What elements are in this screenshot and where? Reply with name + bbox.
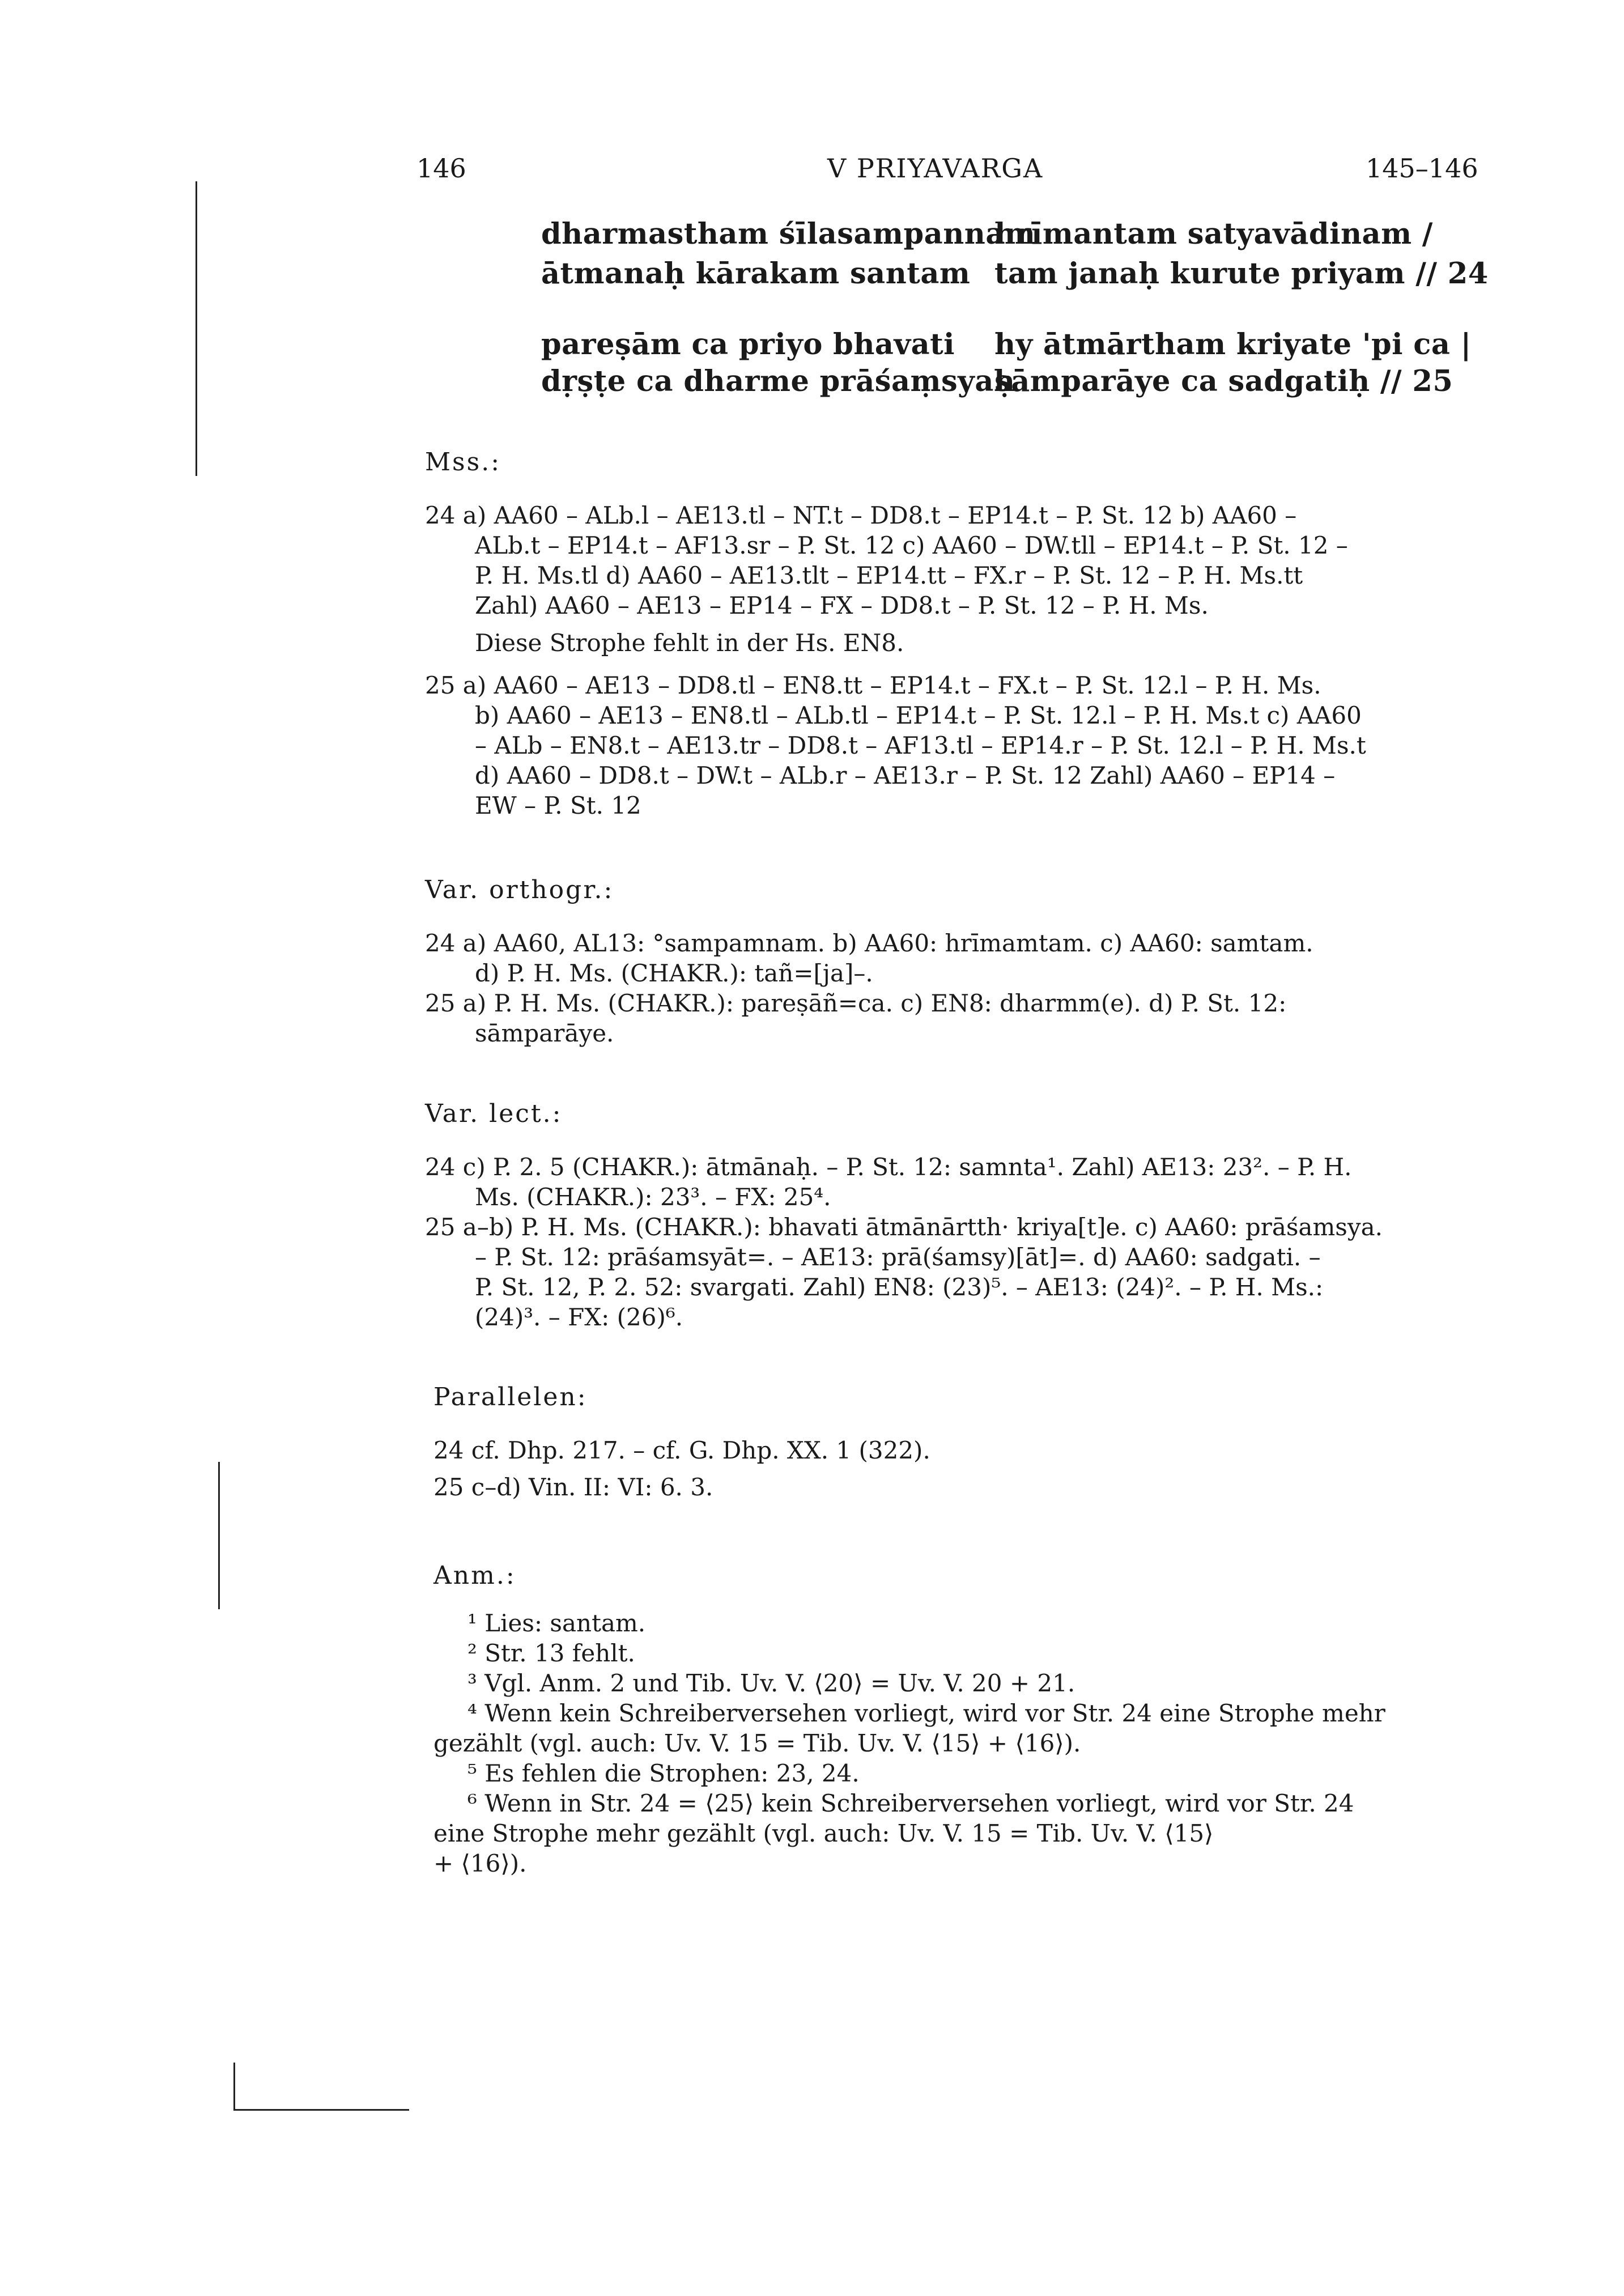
var-orthogr-line: d) P. H. Ms. (CHAKR.): tañ=[ja]–. [475,959,873,987]
corner-mark-vertical [233,2063,235,2111]
anm-line: + ⟨16⟩). [433,1849,527,1877]
section-heading-mss: Mss.: [425,448,501,477]
section-heading-var-lect: Var. lect.: [425,1099,563,1128]
mss-line: 24 a) AA60 – ALb.l – AE13.tl – NT.t – DD8.t – EP14.t – P. St. 12 b) AA60 – [425,501,1297,529]
running-title: V PRIYAVARGA [827,153,1044,184]
var-lect-line: – P. St. 12: prāśamsyāt=. – AE13: prā(śamsy)[āt]=. d) AA60: sadgati. – [475,1243,1321,1271]
section-heading-var-orthogr: Var. orthogr.: [425,875,614,904]
margin-rule-bottom [218,1462,220,1609]
corner-mark-horizontal [233,2109,409,2111]
mss-line: b) AA60 – AE13 – EN8.tl – ALb.tl – EP14.t – P. St. 12.l – P. H. Ms.t c) AA60 [475,701,1362,729]
anm-line: eine Strophe mehr gezählt (vgl. auch: Uv. V. 15 = Tib. Uv. V. ⟨15⟩ [433,1819,1214,1847]
anm-line: ² Str. 13 fehlt. [467,1639,635,1667]
mss-line: d) AA60 – DD8.t – DW.t – ALb.r – AE13.r – P. St. 12 Zahl) AA60 – EP14 – [475,762,1336,789]
section-heading-parallelen: Parallelen: [433,1383,588,1411]
anm-line: ³ Vgl. Anm. 2 und Tib. Uv. V. ⟨20⟩ = Uv. V. 20 + 21. [467,1669,1075,1697]
anm-line: ⁶ Wenn in Str. 24 = ⟨25⟩ kein Schreiberversehen vorliegt, wird vor Str. 24 [467,1789,1354,1817]
page-number: 146 [416,153,466,184]
section-heading-anm: Anm.: [433,1561,516,1590]
verse-25-line-b-right: sāmparāye ca sadgatiḥ // 25 [994,364,1453,398]
margin-rule-top [195,181,197,476]
parallelen-line: 24 cf. Dhp. 217. – cf. G. Dhp. XX. 1 (322). [433,1436,930,1464]
mss-line: 25 a) AA60 – AE13 – DD8.tl – EN8.tt – EP14.t – FX.t – P. St. 12.l – P. H. Ms. [425,671,1321,699]
anm-line: ⁴ Wenn kein Schreiberversehen vorliegt, wird vor Str. 24 eine Strophe mehr [467,1699,1385,1727]
var-orthogr-line: sāmparāye. [475,1019,614,1047]
mss-line: – ALb – EN8.t – AE13.tr – DD8.t – AF13.tl – EP14.r – P. St. 12.l – P. H. Ms.t [475,732,1366,759]
var-lect-line: 24 c) P. 2. 5 (CHAKR.): ātmānaḥ. – P. St. 12: samnta¹. Zahl) AE13: 23². – P. H. [425,1153,1352,1181]
var-lect-line: P. St. 12, P. 2. 52: svargati. Zahl) EN8: (23)⁵. – AE13: (24)². – P. H. Ms.: [475,1273,1324,1301]
anm-line: ¹ Lies: santam. [467,1609,646,1637]
verse-25-line-a-right: hy ātmārtham kriyate 'pi ca | [994,328,1472,362]
var-lect-line: (24)³. – FX: (26)⁶. [475,1303,683,1331]
mss-line: ALb.t – EP14.t – AF13.sr – P. St. 12 c) AA60 – DW.tll – EP14.t – P. St. 12 – [475,532,1348,559]
verse-24-line-b-right: tam janaḥ kurute priyam // 24 [994,257,1489,291]
verse-24-line-a-left: dharmastham śīlasampannam [541,217,1036,251]
verse-24-line-a-right: hrīmantam satyavādinam / [994,217,1433,251]
mss-line: Zahl) AA60 – AE13 – EP14 – FX – DD8.t – P. St. 12 – P. H. Ms. [475,592,1209,619]
verse-25-line-a-left: pareṣām ca priyo bhavati [541,328,955,362]
verse-24-line-b-left: ātmanaḥ kārakam santam [541,257,971,291]
verse-25-line-b-left: dṛṣṭe ca dharme prāśaṃsyaḥ [541,364,1015,398]
mss-line: P. H. Ms.tl d) AA60 – AE13.tlt – EP14.tt – FX.r – P. St. 12 – P. H. Ms.tt [475,562,1303,589]
parallelen-line: 25 c–d) Vin. II: VI: 6. 3. [433,1473,713,1501]
var-orthogr-line: 25 a) P. H. Ms. (CHAKR.): pareṣāñ=ca. c) EN8: dharmm(e). d) P. St. 12: [425,989,1287,1017]
page-range: 145–146 [1366,153,1478,184]
var-lect-line: 25 a–b) P. H. Ms. (CHAKR.): bhavati ātmānārtth· kriya[t]e. c) AA60: prāśamsya. [425,1213,1383,1241]
anm-line: gezählt (vgl. auch: Uv. V. 15 = Tib. Uv. V. ⟨15⟩ + ⟨16⟩). [433,1729,1081,1757]
anm-line: ⁵ Es fehlen die Strophen: 23, 24. [467,1759,860,1787]
var-orthogr-line: 24 a) AA60, AL13: °sampamnam. b) AA60: hrīmamtam. c) AA60: samtam. [425,929,1313,957]
var-lect-line: Ms. (CHAKR.): 23³. – FX: 25⁴. [475,1183,831,1211]
mss-line: EW – P. St. 12 [475,792,641,819]
mss-line: Diese Strophe fehlt in der Hs. EN8. [475,629,904,657]
